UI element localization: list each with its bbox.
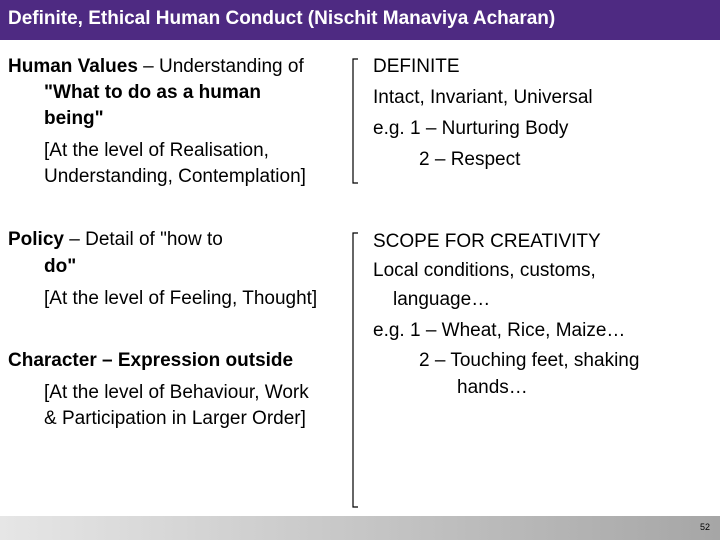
definite-bracket xyxy=(352,58,359,184)
human-values-label: Human Values xyxy=(8,56,138,77)
policy-line3: [At the level of Feeling, Thought] xyxy=(44,288,318,309)
scope-line5: 2 – Touching feet, shaking xyxy=(419,350,640,371)
scope-line4: e.g. 1 – Wheat, Rice, Maize… xyxy=(373,320,626,341)
human-values-line3: being" xyxy=(44,108,104,129)
policy-line2: do" xyxy=(44,256,77,277)
character-line2: [At the level of Behaviour, Work xyxy=(44,382,309,403)
human-values-line4: [At the level of Realisation, xyxy=(44,140,269,161)
footer-bar xyxy=(0,516,720,540)
policy-label: Policy xyxy=(8,229,64,250)
slide-title: Definite, Ethical Human Conduct (Nischit Manaviya Acharan) xyxy=(8,8,556,29)
page-number: 52 xyxy=(699,522,710,532)
scope-heading: SCOPE FOR CREATIVITY xyxy=(373,231,601,252)
scope-bracket xyxy=(352,232,359,508)
definite-line2: Intact, Invariant, Universal xyxy=(373,87,593,108)
definite-line4: 2 – Respect xyxy=(419,149,521,170)
scope-line6: hands… xyxy=(457,377,528,398)
scope-line3: language… xyxy=(393,289,491,310)
character-line1: Character – Expression outside xyxy=(8,350,294,371)
character-line3: & Participation in Larger Order] xyxy=(44,408,306,429)
policy-line1 xyxy=(8,225,223,255)
definite-heading: DEFINITE xyxy=(373,56,460,77)
human-values-line2: "What to do as a human xyxy=(44,82,261,103)
scope-line2: Local conditions, customs, xyxy=(373,260,596,281)
definite-line3: e.g. 1 – Nurturing Body xyxy=(373,118,569,139)
title-bar xyxy=(0,0,720,40)
human-values-text: – Understanding of xyxy=(137,56,304,77)
human-values-line5: Understanding, Contemplation] xyxy=(44,166,306,187)
policy-text: – Detail of "how to xyxy=(63,229,223,250)
